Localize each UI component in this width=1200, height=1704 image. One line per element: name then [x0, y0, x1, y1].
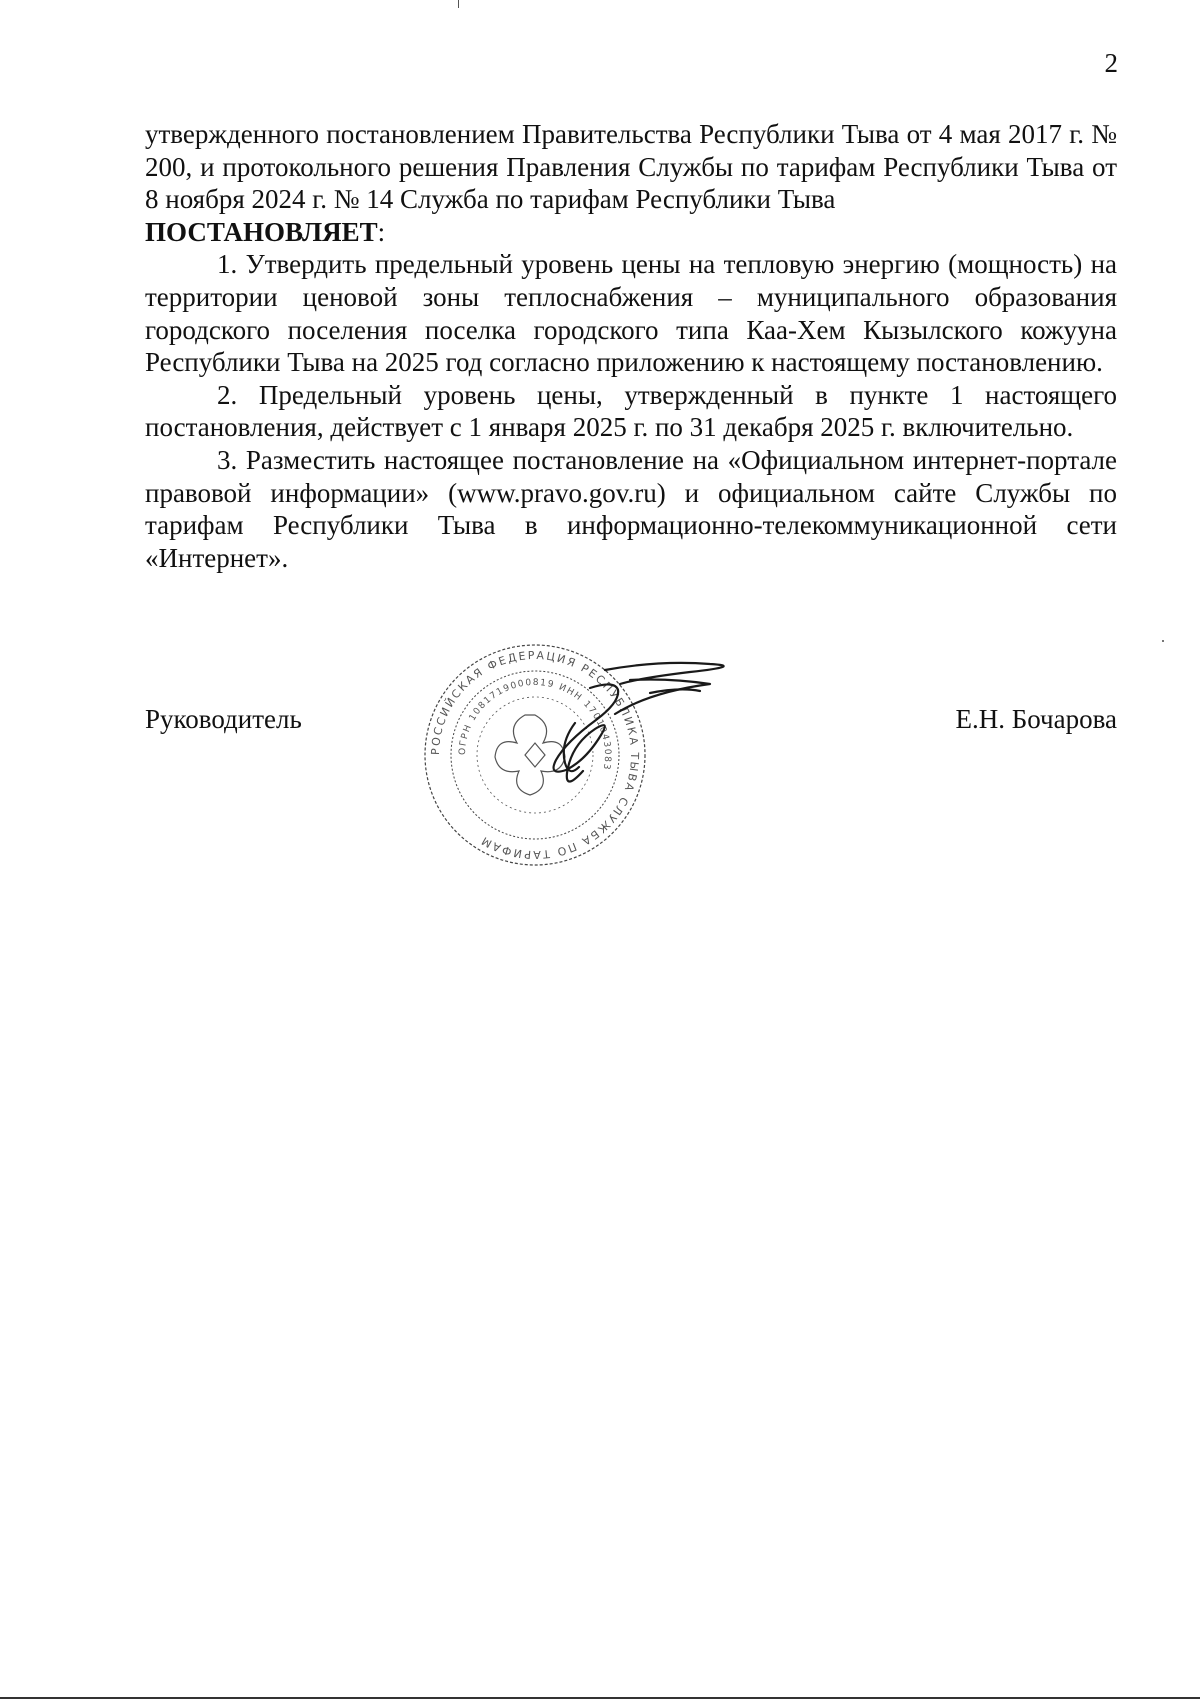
signer-name: Е.Н. Бочарова	[955, 704, 1117, 734]
decree-item-3: 3. Разместить настоящее постановление на «Официальном интернет-портале правовой информации» (www.pravo.gov.ru) и официальном сайте Службы по тарифам Республики Тыва в информационно-телекоммуникационной сети «Интернет».	[145, 444, 1117, 573]
document-body	[145, 118, 1117, 574]
seal-inner-text: ОГРН 1081719000819 ИНН 1701043083	[457, 677, 613, 772]
decree-word: ПОСТАНОВЛЯЕТ	[145, 216, 378, 247]
seal-outer-text: РОССИЙСКАЯ ФЕДЕРАЦИЯ РЕСПУБЛИКА ТЫВА СЛУЖБА ПО ТАРИФАМ	[428, 648, 642, 862]
scan-mark-top	[458, 0, 459, 8]
decree-item-1: 1. Утвердить предельный уровень цены на тепловую энергию (мощность) на территории ценовой зоны теплоснабжения – муниципального образования городского поселения поселка городского типа Каа-Хем Кызылского кожууна Республики Тыва на 2025 год согласно приложению к настоящему постановлению.	[145, 249, 1117, 378]
scan-speck	[1162, 640, 1164, 642]
scan-edge-line	[0, 1697, 1200, 1699]
handwritten-signature	[480, 648, 780, 818]
page-number: 2	[1104, 48, 1118, 78]
decree-colon: :	[377, 216, 386, 247]
preamble-text: утвержденного постановлением Правительства Республики Тыва от 4 мая 2017 г. № 200, и протокольного решения Правления Службы по тарифам Республики Тыва от 8 ноября 2024 г. № 14 Служба по тарифам Республики Тыва	[145, 119, 1117, 215]
decree-item-2: 2. Предельный уровень цены, утвержденный в пункте 1 настоящего постановления, действует с 1 января 2025 г. по 31 декабря 2025 г. включительно.	[145, 379, 1117, 443]
preamble-paragraph	[145, 118, 1117, 248]
signer-title: Руководитель	[145, 704, 302, 734]
